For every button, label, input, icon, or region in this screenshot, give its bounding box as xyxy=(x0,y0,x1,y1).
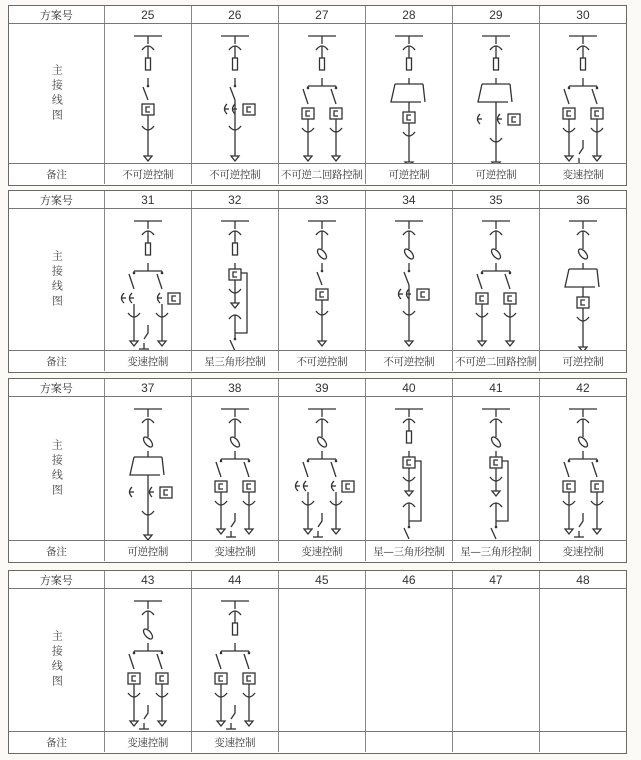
scheme-block-4 xyxy=(8,570,627,754)
scheme-number-row xyxy=(9,379,626,397)
scheme-number: 45 xyxy=(278,571,365,588)
scheme-number: 37 xyxy=(104,379,191,396)
scheme-number-row xyxy=(9,571,626,589)
main-wiring-label xyxy=(9,397,104,540)
scheme-number: 26 xyxy=(191,6,278,23)
remark-value: 星三角形控制 xyxy=(191,351,278,371)
remark-value xyxy=(452,732,539,752)
scheme-number: 29 xyxy=(452,6,539,23)
remark-value: 变速控制 xyxy=(104,351,191,371)
wiring-diagram xyxy=(278,397,365,540)
remark-row xyxy=(9,541,626,561)
scheme-number: 40 xyxy=(365,379,452,396)
remark-value: 不可逆控制 xyxy=(104,164,191,184)
main-wiring-label-text: 主接线图 xyxy=(50,63,64,124)
scheme-number: 43 xyxy=(104,571,191,588)
wiring-diagram xyxy=(365,397,452,540)
remark-value xyxy=(539,732,626,752)
wiring-diagram xyxy=(191,209,278,350)
main-wiring-row xyxy=(9,24,626,164)
scheme-number-label: 方案号 xyxy=(39,8,73,22)
remark-value: 星—三角形控制 xyxy=(365,541,452,561)
wiring-diagram xyxy=(452,397,539,540)
scheme-number: 25 xyxy=(104,6,191,23)
scheme-number: 38 xyxy=(191,379,278,396)
remark-value xyxy=(365,732,452,752)
remark-value: 变速控制 xyxy=(539,164,626,184)
scheme-number: 42 xyxy=(539,379,626,396)
wiring-diagram xyxy=(365,24,452,163)
scheme-number: 48 xyxy=(539,571,626,588)
remark-value: 不可逆控制 xyxy=(191,164,278,184)
wiring-diagram xyxy=(278,24,365,163)
scheme-number: 34 xyxy=(365,191,452,208)
remark-row xyxy=(9,732,626,752)
scheme-block-3 xyxy=(8,378,627,563)
scheme-number-label: 方案号 xyxy=(39,573,73,587)
scheme-number: 31 xyxy=(104,191,191,208)
remark-label: 备注 xyxy=(46,168,67,181)
wiring-diagram xyxy=(365,589,452,731)
remark-value: 变速控制 xyxy=(191,541,278,561)
main-wiring-label-text: 主接线图 xyxy=(50,249,64,310)
remark-row xyxy=(9,351,626,371)
scheme-number: 47 xyxy=(452,571,539,588)
remark-value: 星—三角形控制 xyxy=(452,541,539,561)
scheme-number: 36 xyxy=(539,191,626,208)
wiring-diagram xyxy=(104,24,191,163)
scheme-number: 41 xyxy=(452,379,539,396)
remark-value: 不可逆二回路控制 xyxy=(278,164,365,184)
remark-value: 不可逆控制 xyxy=(365,351,452,371)
main-wiring-label-text: 主接线图 xyxy=(50,438,64,499)
scheme-number: 35 xyxy=(452,191,539,208)
remark-value: 可逆控制 xyxy=(539,351,626,371)
scheme-block-2 xyxy=(8,190,627,373)
wiring-diagram xyxy=(191,589,278,731)
main-wiring-label xyxy=(9,24,104,163)
main-wiring-row xyxy=(9,397,626,541)
main-wiring-row xyxy=(9,209,626,351)
remark-value: 变速控制 xyxy=(191,732,278,752)
scheme-number: 33 xyxy=(278,191,365,208)
remark-value: 变速控制 xyxy=(539,541,626,561)
remark-label: 备注 xyxy=(46,736,67,749)
wiring-diagram xyxy=(191,24,278,163)
scheme-number-row xyxy=(9,6,626,24)
remark-value: 可逆控制 xyxy=(452,164,539,184)
main-wiring-label xyxy=(9,209,104,350)
remark-value: 不可逆二回路控制 xyxy=(452,351,539,371)
scheme-number-label: 方案号 xyxy=(39,381,73,395)
wiring-diagram xyxy=(104,209,191,350)
wiring-diagram xyxy=(452,209,539,350)
remark-value: 不可逆控制 xyxy=(278,351,365,371)
remark-value: 可逆控制 xyxy=(365,164,452,184)
wiring-diagram xyxy=(452,24,539,163)
wiring-diagram xyxy=(365,209,452,350)
wiring-diagram xyxy=(278,589,365,731)
scheme-number-row xyxy=(9,191,626,209)
main-wiring-label xyxy=(9,589,104,731)
remark-label: 备注 xyxy=(46,355,67,368)
remark-label: 备注 xyxy=(46,545,67,558)
scheme-number: 32 xyxy=(191,191,278,208)
wiring-diagram xyxy=(104,589,191,731)
scheme-number: 28 xyxy=(365,6,452,23)
scheme-number: 39 xyxy=(278,379,365,396)
scheme-number: 44 xyxy=(191,571,278,588)
wiring-diagram xyxy=(539,24,626,163)
wiring-diagram xyxy=(539,589,626,731)
remark-value: 变速控制 xyxy=(104,732,191,752)
remark-row xyxy=(9,164,626,184)
scheme-number: 27 xyxy=(278,6,365,23)
remark-value: 可逆控制 xyxy=(104,541,191,561)
scheme-number-label: 方案号 xyxy=(39,193,73,207)
wiring-diagram xyxy=(191,397,278,540)
scheme-number: 30 xyxy=(539,6,626,23)
remark-value xyxy=(278,732,365,752)
scheme-block-1 xyxy=(8,5,627,186)
scheme-number: 46 xyxy=(365,571,452,588)
main-wiring-row xyxy=(9,589,626,732)
main-wiring-label-text: 主接线图 xyxy=(50,630,64,690)
wiring-diagram xyxy=(539,397,626,540)
remark-value: 变速控制 xyxy=(278,541,365,561)
wiring-diagram xyxy=(278,209,365,350)
wiring-diagram xyxy=(452,589,539,731)
wiring-diagram xyxy=(539,209,626,350)
wiring-diagram xyxy=(104,397,191,540)
